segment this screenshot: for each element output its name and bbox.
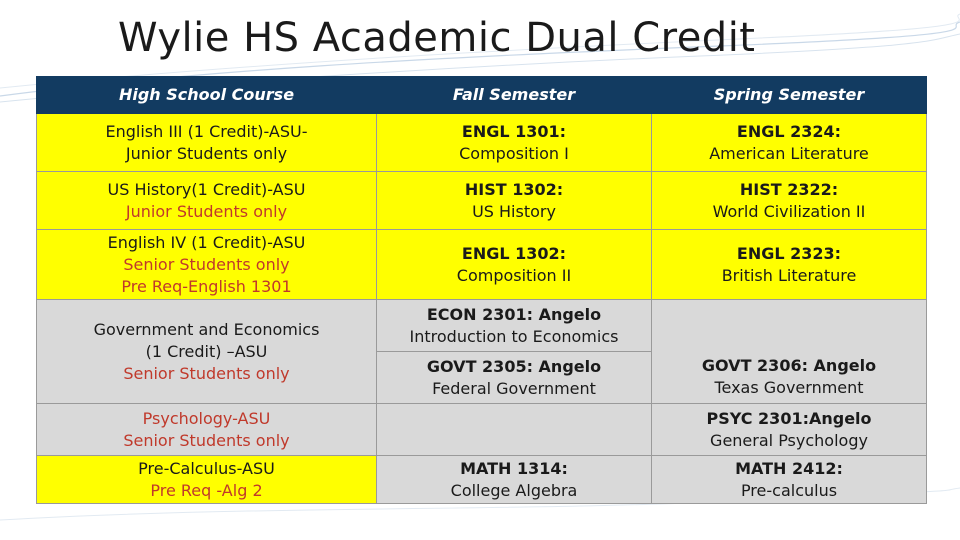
spring-cell: ENGL 2323: British Literature (652, 230, 927, 300)
course-cell: Psychology-ASU Senior Students only (37, 404, 377, 456)
table-row (37, 172, 927, 230)
table-header-row (37, 77, 927, 114)
course-cell: English IV (1 Credit)-ASU Senior Students only Pre Req-English 1301 (37, 230, 377, 300)
header-spring-semester: Spring Semester (652, 77, 927, 114)
fall-cell-empty (377, 404, 652, 456)
table-row (37, 114, 927, 172)
course-cell: Government and Economics (1 Credit) –ASU Senior Students only (37, 300, 377, 404)
course-cell: US History(1 Credit)-ASU Junior Students only (37, 172, 377, 230)
table-row (37, 230, 927, 300)
course-cell: English III (1 Credit)-ASU- Junior Students only (37, 114, 377, 172)
header-high-school-course: High School Course (37, 77, 377, 114)
fall-cell: ECON 2301: Angelo Introduction to Economics (377, 300, 652, 352)
dual-credit-table (36, 76, 927, 504)
spring-cell: MATH 2412: Pre-calculus (652, 456, 927, 504)
fall-cell: ENGL 1301: Composition I (377, 114, 652, 172)
fall-cell: HIST 1302: US History (377, 172, 652, 230)
spring-cell: GOVT 2306: Angelo Texas Government (652, 352, 927, 404)
table-row (37, 456, 927, 504)
spring-cell-empty (652, 300, 927, 352)
spring-cell: PSYC 2301:Angelo General Psychology (652, 404, 927, 456)
spring-cell: HIST 2322: World Civilization II (652, 172, 927, 230)
table-row (37, 404, 927, 456)
fall-cell: ENGL 1302: Composition II (377, 230, 652, 300)
fall-cell: MATH 1314: College Algebra (377, 456, 652, 504)
fall-cell: GOVT 2305: Angelo Federal Government (377, 352, 652, 404)
course-cell: Pre-Calculus-ASU Pre Req -Alg 2 (37, 456, 377, 504)
slide-title: Wylie HS Academic Dual Credit (118, 15, 756, 61)
spring-cell: ENGL 2324: American Literature (652, 114, 927, 172)
table-row (37, 300, 927, 352)
header-fall-semester: Fall Semester (377, 77, 652, 114)
